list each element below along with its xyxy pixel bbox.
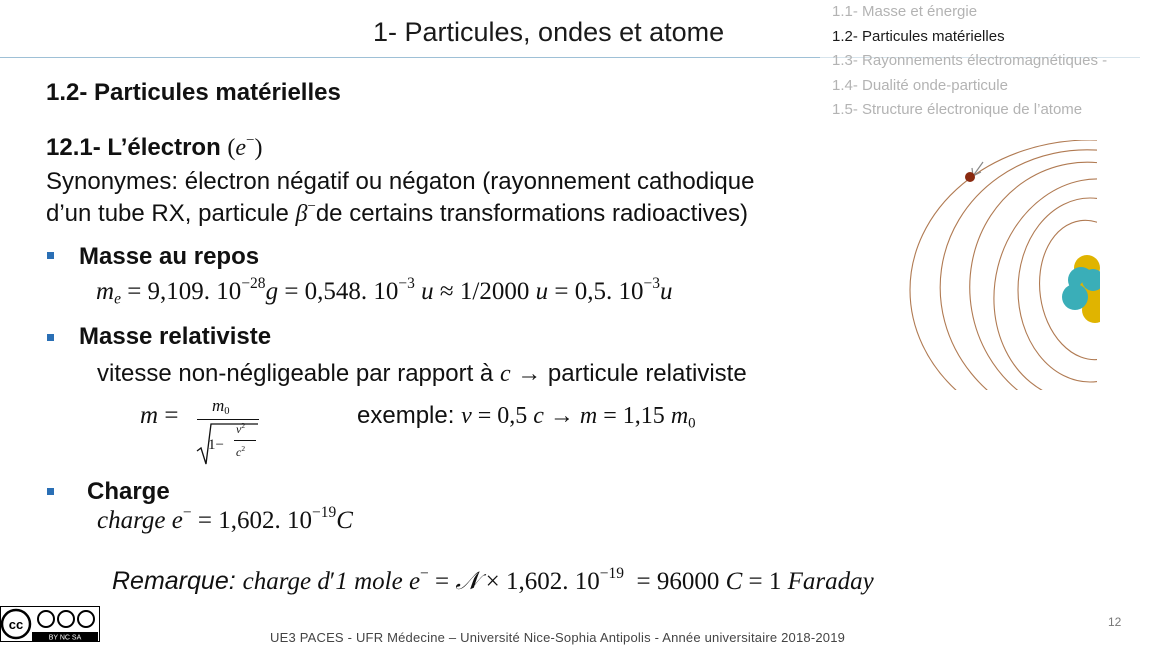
- bullet-masse-repos: Masse au repos: [79, 243, 260, 270]
- beta-minus-symbol: β−: [295, 198, 316, 227]
- example-label: exemple:: [357, 402, 462, 429]
- bullet-masse-relativiste: Masse relativiste: [79, 323, 272, 350]
- relativistic-mass-lhs: m =: [140, 402, 179, 429]
- nav-item-1-1[interactable]: 1.1- Masse et énergie: [832, 3, 978, 20]
- rest-mass-equation: $m_e = 9,109$. $10^{-28}g = 0,548$. $10^{-3}$ u ≈ 1/2000 u = 0,5. $10^{-3}u$: [96, 275, 673, 308]
- nav-item-1-4[interactable]: 1.4- Dualité onde-particule: [832, 76, 1008, 94]
- bullet-marker: [47, 252, 54, 259]
- bullet-charge: Charge: [87, 478, 170, 505]
- svg-text:BY NC SA: BY NC SA: [48, 634, 82, 642]
- bullet-marker: [47, 488, 54, 495]
- relativistic-speed-text: [97, 360, 747, 388]
- example-equation: exemple: v = 0,5 c → m = 1,15 $m_0$: [357, 402, 696, 432]
- fraction-bar: [197, 419, 259, 420]
- nav-item-1-5[interactable]: 1.5- Structure électronique de l’atome: [832, 101, 1083, 118]
- synonyms-line-1: Synonymes: électron négatif ou négaton (rayonnement cathodique: [46, 168, 755, 195]
- electron-dot: [965, 172, 975, 182]
- speed-text-end: → particule relativiste: [510, 360, 747, 387]
- creative-commons-badge: [0, 606, 100, 642]
- synonyms-line-2-start: d’un tube RX, particule: [46, 200, 296, 227]
- page-number: 12: [1108, 615, 1122, 629]
- speed-text-start: vitesse non-négligeable par rapport à: [97, 360, 500, 387]
- section-navigation: [832, 0, 1107, 123]
- nucleus: [1062, 255, 1100, 323]
- nav-item-1-2[interactable]: 1.2- Particules matérielles: [832, 27, 1005, 45]
- nav-item-1-3[interactable]: 1.3- Rayonnements électromagnétiques -: [832, 52, 1108, 69]
- remark-line: Remarque: charge d′1 mole e− = 𝒩 × 1,602. $10^{-19} = 96000$ C = 1 Faraday: [112, 565, 874, 595]
- fraction-c-squared: $c^2$: [236, 443, 246, 459]
- section-heading: 1.2- Particules matérielles: [46, 79, 341, 106]
- fraction-denominator-one: 1−: [208, 437, 224, 453]
- electron-symbol: (e−): [227, 132, 263, 161]
- fraction-inner-bar: [234, 440, 256, 441]
- fraction-numerator: $m_0$: [212, 396, 230, 418]
- title-divider: [0, 57, 820, 58]
- footer-text: UE3 PACES - UFR Médecine – Université Nice-Sophia Antipolis - Année universitaire 2018-2019: [270, 630, 846, 645]
- light-speed-symbol: c: [499, 361, 511, 387]
- fraction-v-squared: $v^2$: [236, 420, 246, 436]
- sub-heading-text: 12.1- L’électron: [46, 134, 221, 161]
- synonyms-line-2-end: de certains transformations radioactives): [315, 200, 749, 227]
- sub-heading: [46, 134, 262, 162]
- synonyms-line-2: [46, 200, 748, 228]
- remark-label: Remarque:: [112, 567, 243, 595]
- square-root-sign: [196, 422, 260, 466]
- slide-title: 1- Particules, ondes et atome: [373, 17, 725, 47]
- atom-illustration: [905, 140, 1100, 390]
- charge-equation: charge e− = 1,602. $10^{-19}C$: [97, 504, 353, 534]
- svg-text:cc: cc: [8, 617, 24, 632]
- bullet-marker: [47, 334, 54, 341]
